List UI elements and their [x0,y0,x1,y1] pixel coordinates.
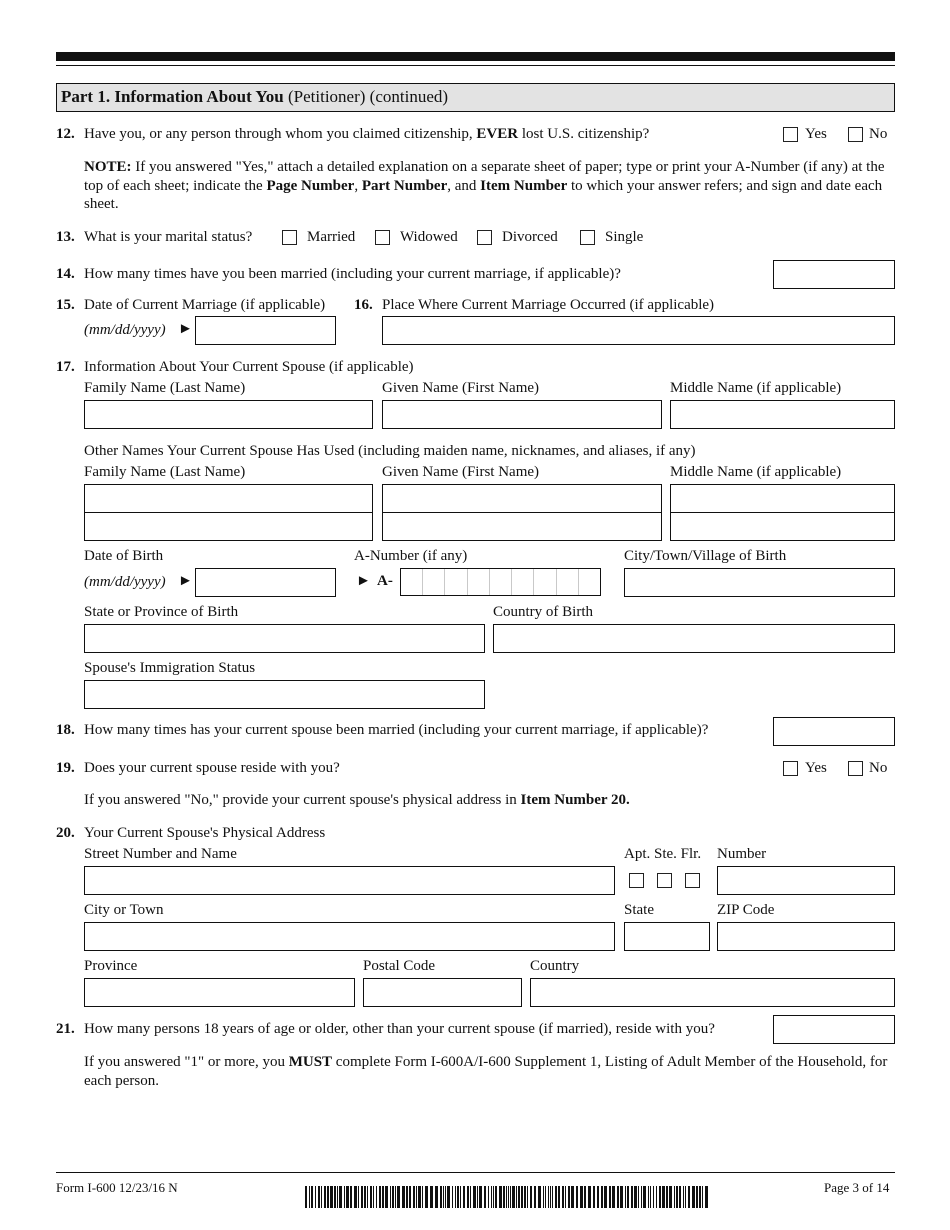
unit-number-label: Number [717,846,767,862]
part-header [56,83,895,112]
q12-yes-label: Yes [805,126,827,142]
q13-number: 13. [56,229,75,245]
spouse-middle-name-label: Middle Name (if applicable) [670,380,842,396]
apt-ste-flr-label: Apt. Ste. Flr. [624,846,702,862]
marriage-place-field[interactable] [382,316,895,345]
unit-number-field[interactable] [717,866,895,895]
arrow-icon: ► [356,573,371,589]
province-label: Province [84,958,138,974]
city-field[interactable] [84,922,615,951]
barcode-image [305,1186,713,1208]
q12-number: 12. [56,126,75,142]
spouse-dob-field[interactable] [195,568,336,597]
times-married-field[interactable] [773,260,895,289]
q14-number: 14. [56,266,75,282]
q21-number: 21. [56,1021,75,1037]
country-label: Country [530,958,580,974]
a-number-prefix: A- [377,573,393,589]
q19-instruction: If you answered "No," provide your current spouse's physical address in Item Number 20. [84,792,630,808]
spouse-times-married-field[interactable] [773,717,895,746]
q15-date-format: (mm/dd/yyyy) [84,322,166,338]
other-middle-name-label: Middle Name (if applicable) [670,464,842,480]
dob-format: (mm/dd/yyyy) [84,574,166,590]
form-id: Form I-600 12/23/16 N [56,1180,178,1195]
single-checkbox[interactable] [580,230,595,245]
postal-code-label: Postal Code [363,958,436,974]
state-of-birth-label: State or Province of Birth [84,604,239,620]
province-field[interactable] [84,978,355,1007]
country-of-birth-field[interactable] [493,624,895,653]
q15-label: Date of Current Marriage (if applicable) [84,297,326,313]
street-field[interactable] [84,866,615,895]
footer-rule [56,1172,895,1173]
other-middle-name-field-1[interactable] [670,484,895,513]
a-number-field[interactable] [400,568,601,596]
ste-checkbox[interactable] [657,873,672,888]
zip-field[interactable] [717,922,895,951]
q19-no-checkbox[interactable] [848,761,863,776]
divorced-checkbox[interactable] [477,230,492,245]
a-number-label: A-Number (if any) [354,548,468,564]
q12-note: NOTE: If you answered "Yes," attach a detailed explanation on a separate sheet of paper; type or print your A-Number (if any) at the top of each sheet; indicate the Page Number, Part Number, and Item Number to which your answer refers; and sign and date each sheet. [84,159,885,212]
arrow-icon: ► [178,573,193,589]
q21-question: How many persons 18 years of age or older, other than your current spouse (if married), reside with you? [84,1021,715,1037]
other-middle-name-field-2[interactable] [670,512,895,541]
q12-no-label: No [869,126,888,142]
q13-question: What is your marital status? [84,229,253,245]
other-family-name-field-1[interactable] [84,484,373,513]
widowed-checkbox[interactable] [375,230,390,245]
other-family-name-label: Family Name (Last Name) [84,464,246,480]
spouse-given-name-label: Given Name (First Name) [382,380,540,396]
other-names-label: Other Names Your Current Spouse Has Used (including maiden name, nicknames, and aliases, if any) [84,443,696,459]
other-given-name-field-2[interactable] [382,512,662,541]
city-of-birth-field[interactable] [624,568,895,597]
q19-no-label: No [869,760,888,776]
q20-label: Your Current Spouse's Physical Address [84,825,326,841]
q12-question: Have you, or any person through whom you claimed citizenship, EVER lost U.S. citizenship? [84,126,650,142]
street-label: Street Number and Name [84,846,237,862]
top-rule-thick [56,52,895,61]
immigration-status-field[interactable] [84,680,485,709]
other-given-name-field-1[interactable] [382,484,662,513]
q16-number: 16. [354,297,373,313]
postal-code-field[interactable] [363,978,522,1007]
single-label: Single [605,229,644,245]
top-rule-thin [56,65,895,66]
widowed-label: Widowed [400,229,458,245]
q20-number: 20. [56,825,75,841]
married-checkbox[interactable] [282,230,297,245]
marriage-date-field[interactable] [195,316,336,345]
state-field[interactable] [624,922,710,951]
q17-number: 17. [56,359,75,375]
dob-label: Date of Birth [84,548,164,564]
page-number: Page 3 of 14 [824,1180,890,1195]
q17-label: Information About Your Current Spouse (if applicable) [84,359,414,375]
other-family-name-field-2[interactable] [84,512,373,541]
divorced-label: Divorced [502,229,558,245]
spouse-family-name-field[interactable] [84,400,373,429]
q19-yes-label: Yes [805,760,827,776]
apt-checkbox[interactable] [629,873,644,888]
q19-question: Does your current spouse reside with you? [84,760,340,776]
arrow-icon: ► [178,321,193,337]
q18-number: 18. [56,722,75,738]
q14-question: How many times have you been married (including your current marriage, if applicable)? [84,266,621,282]
country-field[interactable] [530,978,895,1007]
q19-number: 19. [56,760,75,776]
q16-label: Place Where Current Marriage Occurred (if applicable) [382,297,715,313]
part-title: Part 1. Information About You [61,87,284,106]
city-of-birth-label: City/Town/Village of Birth [624,548,787,564]
q12-no-checkbox[interactable] [848,127,863,142]
state-label: State [624,902,654,918]
spouse-middle-name-field[interactable] [670,400,895,429]
adult-persons-count-field[interactable] [773,1015,895,1044]
flr-checkbox[interactable] [685,873,700,888]
spouse-family-name-label: Family Name (Last Name) [84,380,246,396]
state-of-birth-field[interactable] [84,624,485,653]
zip-label: ZIP Code [717,902,775,918]
other-given-name-label: Given Name (First Name) [382,464,540,480]
q15-number: 15. [56,297,75,313]
immigration-status-label: Spouse's Immigration Status [84,660,256,676]
q21-instruction: If you answered "1" or more, you MUST complete Form I-600A/I-600 Supplement 1, Listing of Adult Member of the Household, for each person. [84,1054,888,1089]
q18-question: How many times has your current spouse been married (including your current marriage, if applicable)? [84,722,709,738]
country-of-birth-label: Country of Birth [493,604,593,620]
spouse-given-name-field[interactable] [382,400,662,429]
q19-yes-checkbox[interactable] [783,761,798,776]
part-subtitle: (Petitioner) (continued) [283,87,449,106]
city-label: City or Town [84,902,164,918]
married-label: Married [307,229,356,245]
q12-yes-checkbox[interactable] [783,127,798,142]
